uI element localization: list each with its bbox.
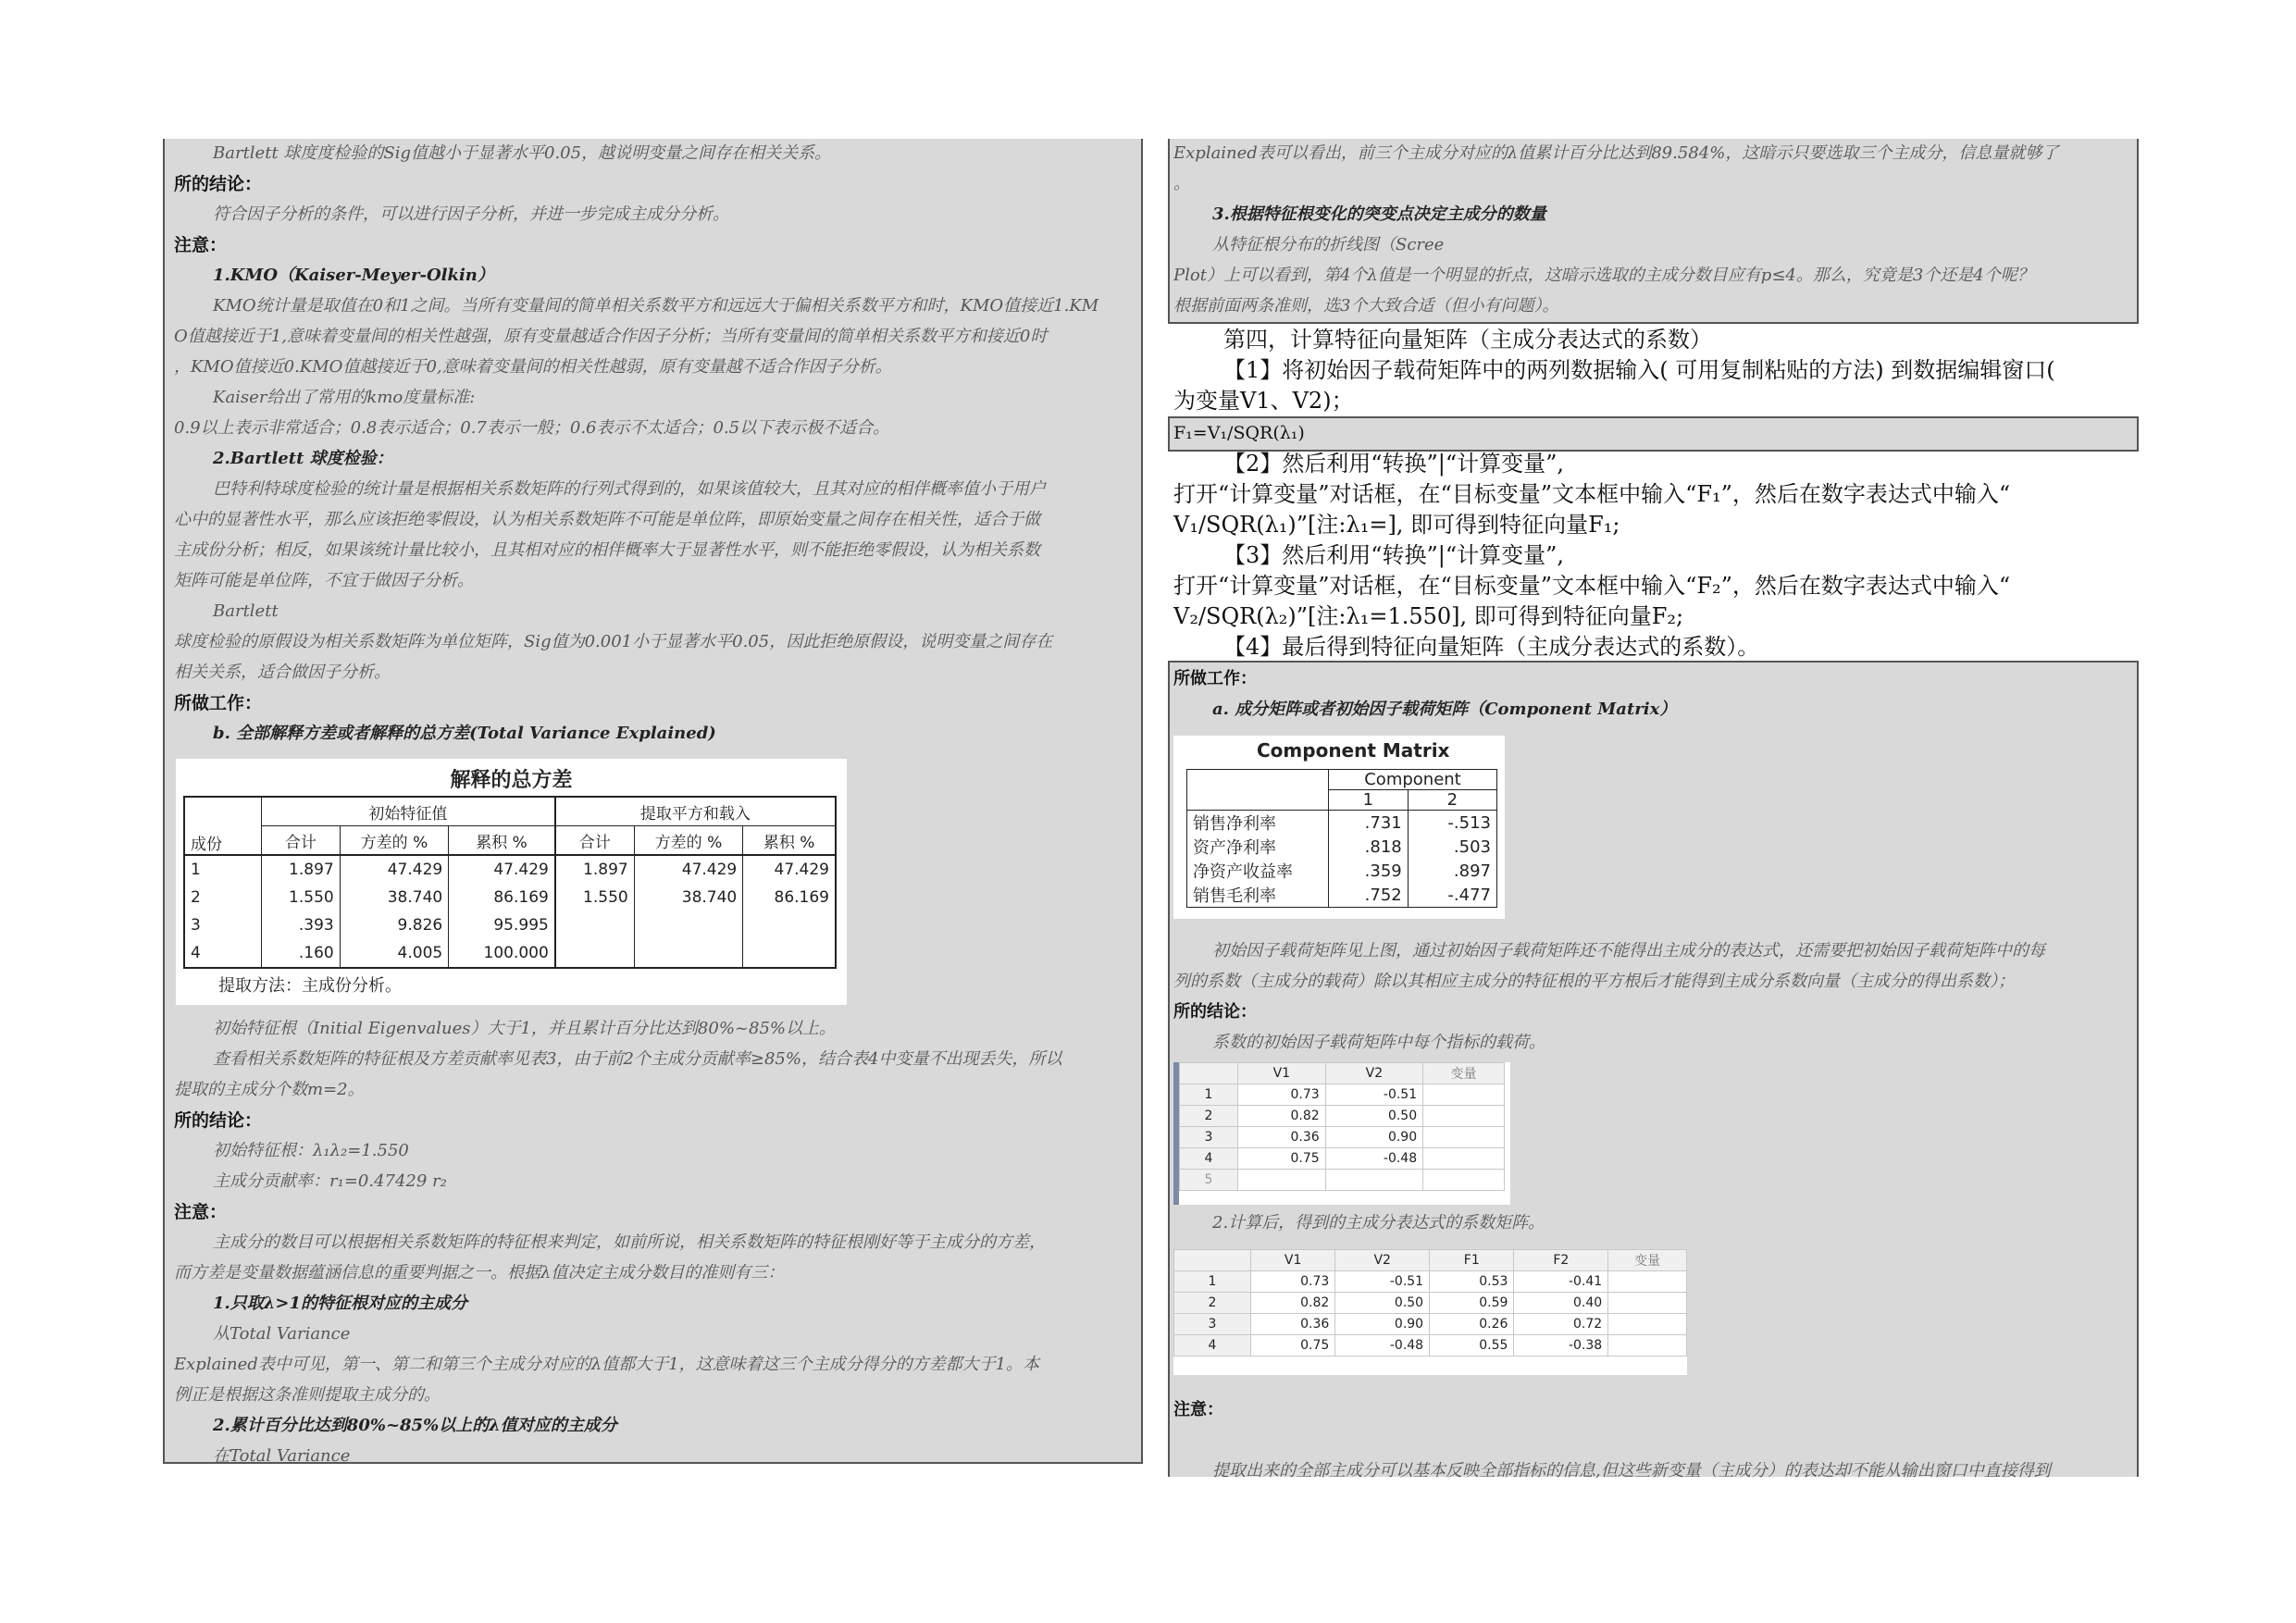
col-header: F2 [1514,1250,1608,1271]
table-row [1180,1148,1505,1170]
text-line: V₂/SQR(λ₂)”[注:λ₁=1.550], 即可得到特征向量F₂; [1173,603,1684,629]
col-header: V2 [1325,1063,1422,1084]
cell: 销售毛利率 [1187,883,1329,908]
text-line: 为变量V1、V2)； [1173,388,1354,414]
cell [634,939,743,968]
cell: .818 [1329,835,1409,859]
cell[interactable]: 0.53 [1430,1271,1514,1293]
cell[interactable]: 0.50 [1325,1106,1422,1127]
cell: 47.429 [634,855,743,884]
table-row [1180,1127,1505,1148]
row-number: 1 [1180,1084,1238,1106]
cell[interactable]: 0.90 [1325,1127,1422,1148]
cell[interactable]: 0.36 [1251,1314,1335,1335]
text-line: 在Total Variance [213,1446,351,1466]
subheading: a. 成分矩阵或者初始因子载荷矩阵（Component Matrix） [1212,700,1677,719]
text-line: 提取的主成分个数m=2。 [174,1080,365,1099]
matrix-group: Component [1329,770,1497,790]
cell[interactable] [1608,1271,1687,1293]
subheading: 3.根据特征根变化的突变点决定主成分的数量 [1212,204,1546,224]
component-matrix [1173,736,1505,919]
row-number: 2 [1174,1293,1251,1314]
text-line: 打开“计算变量”对话框，在“目标变量”文本框中输入“F₂”，然后在数字表达式中输入“ [1173,573,2011,599]
cell: 86.169 [449,884,555,911]
cell[interactable]: 0.73 [1251,1271,1335,1293]
cell[interactable] [1238,1170,1326,1191]
cell: 86.169 [774,888,829,907]
cell[interactable]: 0.50 [1335,1293,1430,1314]
cell[interactable] [1608,1314,1687,1335]
heading: 所的结论： [174,1110,263,1131]
cell: 38.740 [340,884,449,911]
cell[interactable]: -0.48 [1325,1148,1422,1170]
text-line: V₁/SQR(λ₁)”[注:λ₁=], 即可得到特征向量F₁; [1173,512,1620,538]
cell[interactable]: -0.41 [1514,1271,1608,1293]
table-row [1187,835,1497,859]
cell: 47.429 [449,855,555,884]
cell [743,939,836,968]
cell[interactable]: -0.48 [1335,1335,1430,1357]
text-line: 球度检验的原假设为相关系数矩阵为单位矩阵，Sig值为0.001小于显著水平0.05，因此拒绝原假设，说明变量之间存在 [174,632,1053,651]
subheading: 2.Bartlett 球度检验： [213,449,393,468]
table-row [184,939,836,968]
table-title: 解释的总方差 [450,769,573,792]
heading: 注意： [1173,1400,1223,1419]
table-row [1174,1335,1687,1357]
cell[interactable]: 0.75 [1238,1148,1326,1170]
text-line: 提取出来的全部主成分可以基本反映全部指标的信息,但这些新变量（主成分）的表达却不能从输出窗口中直接得到 [1212,1461,2051,1481]
text-line: 矩阵可能是单位阵，不宜于做因子分析。 [174,571,474,590]
cell[interactable]: 0.40 [1514,1293,1608,1314]
text-line: Explained表可以看出，前三个主成分对应的λ值累计百分比达到89.584%，这暗示只要选取三个主成分，信息量就够了 [1173,143,2059,163]
col-pct: 方差的 % [634,826,743,856]
text-line: 主成份分析；相反，如果该统计量比较小，且其相对应的相伴概率大于显著性水平，则不能拒绝零假设，认为相关系数 [174,540,1040,560]
row-number: 3 [1180,1127,1238,1148]
total-variance-table [176,759,847,1005]
table-row [184,855,836,884]
text-line: 查看相关系数矩阵的特征根及方差贡献率见表3，由于前2个主成分贡献率≥85%，结合表4中变量不出现丢失，所以 [213,1049,1062,1069]
cell[interactable]: 0.72 [1514,1314,1608,1335]
text-line: 符合因子分析的条件，可以进行因子分析，并进一步完成主成分分析。 [213,204,729,224]
col-header: F1 [1430,1250,1514,1271]
text-line: 【4】最后得到特征向量矩阵（主成分表达式的系数）。 [1223,634,1760,660]
cell[interactable]: -0.51 [1325,1084,1422,1106]
cell: .160 [262,939,341,968]
text-line: Kaiser给出了常用的kmo度量标准: [213,388,476,407]
table-row [1180,1170,1505,1191]
cell[interactable] [1325,1170,1422,1191]
col-1: 1 [1329,790,1409,811]
text-line: 根据前面两条准则，选3个大致合适（但小有问题）。 [1173,296,1559,316]
col-component: 成份 [184,797,262,855]
cell: 2 [184,884,262,911]
text-line: ，KMO值接近0.KMO值越接近于0,意味着变量间的相关性越弱，原有变量越不适合作因子分析。 [174,357,892,377]
text-line: 【3】然后利用“转换”|“计算变量”, [1223,542,1565,568]
section-heading: 第四，计算特征向量矩阵（主成分表达式的系数） [1223,327,1712,353]
text-line: 从Total Variance [213,1324,351,1344]
cell: 销售净利率 [1187,811,1329,836]
col-header: V1 [1251,1250,1335,1271]
text-line: 心中的显著性水平，那么应该拒绝零假设，认为相关系数矩阵不可能是单位阵，即原始变量之间存在相关性，适合于做 [174,510,1040,529]
text-line: 巴特利特球度检验的统计量是根据相关系数矩阵的行列式得到的，如果该值较大，且其对应的相伴概率值小于用户 [213,479,1046,499]
grid-table [1179,1062,1505,1191]
text-line: 例正是根据这条准则提取主成分的。 [174,1385,441,1405]
subheading: 1.KMO（Kaiser-Meyer-Olkin） [213,266,494,285]
text-line: Plot）上可以看到，第4个λ值是一个明显的折点，这暗示选取的主成分数目应有p≤4。那么，究竟是3个还是4个呢？ [1173,266,2034,285]
cell: -.513 [1447,812,1491,833]
cell[interactable]: -0.51 [1335,1271,1430,1293]
table-row [1187,883,1497,908]
cell: 38.740 [634,884,743,911]
col-total: 合计 [262,826,341,856]
cell [743,911,836,939]
cell: 4 [184,939,262,968]
table-footer: 提取方法：主成份分析。 [218,976,402,996]
cell: 95.995 [449,911,555,939]
col-header: 变量 [1423,1063,1505,1084]
heading: 所的结论： [174,174,263,194]
matrix-table [1186,769,1497,908]
col-header: 变量 [1608,1250,1687,1271]
col-header: V2 [1335,1250,1430,1271]
table-row [1180,1084,1505,1106]
text-line: 打开“计算变量”对话框，在“目标变量”文本框中输入“F₁”，然后在数字表达式中输入“ [1173,481,2011,507]
heading: 注意： [174,1202,228,1222]
cell[interactable]: 0.82 [1238,1106,1326,1127]
text-line: Explained表中可见，第一、第二和第三个主成分对应的λ值都大于1，这意味着这三个主成分得分的方差都大于1。本 [174,1355,1040,1374]
text-line: 【1】将初始因子载荷矩阵中的两列数据输入( 可用复制粘贴的方法) 到数据编辑窗口( [1223,357,2055,383]
table-row [184,911,836,939]
text-line: KMO统计量是取值在0和1之间。当所有变量间的简单相关系数平方和远远大于偏相关系数平方和时，KMO值接近1.KM [213,296,1099,316]
row-number: 4 [1174,1335,1251,1357]
col-header: V1 [1238,1063,1326,1084]
subheading: 2.累计百分比达到80%~85%以上的λ值对应的主成分 [213,1416,617,1435]
cell: 47.429 [774,861,829,879]
cell: 1 [184,855,262,884]
cell: 1.550 [262,884,341,911]
text-line: 【2】然后利用“转换”|“计算变量”, [1223,451,1565,477]
text-line: Bartlett 球度度检验的Sig值越小于显著水平0.05，越说明变量之间存在相关关系。 [213,143,832,163]
col-total: 合计 [555,826,634,856]
cell: .359 [1329,859,1409,883]
table-row [1187,811,1497,836]
cell: 净资产收益率 [1187,859,1329,883]
cell[interactable]: 0.82 [1251,1293,1335,1314]
table-row [184,884,836,911]
data-grid-2 [1173,1249,1687,1375]
table-row [1174,1293,1687,1314]
cell: .393 [262,911,341,939]
cell: 100.000 [449,939,555,968]
text-line: 主成分贡献率：r₁=0.47429 r₂ [213,1171,447,1191]
cell[interactable] [1608,1293,1687,1314]
grid-table [1173,1249,1687,1357]
cell: 资产净利率 [1187,835,1329,859]
cell[interactable] [1423,1084,1505,1106]
text-line: 0.9以上表示非常适合；0.8表示适合；0.7表示一般；0.6表示不太适合；0.5以下表示极不适合。 [174,418,890,438]
cell: .503 [1453,836,1491,857]
cell: .897 [1453,861,1491,881]
text-line: O值越接近于1,意味着变量间的相关性越强，原有变量越适合作因子分析；当所有变量间的简单相关系数平方和接近0时 [174,327,1048,346]
matrix-title: Component Matrix [1257,739,1450,762]
text-line: 主成分的数目可以根据相关系数矩阵的特征根来判定，如前所说，相关系数矩阵的特征根刚好等于主成分的方差， [213,1233,1046,1252]
variance-table [183,796,837,969]
table-row [1187,859,1497,883]
cell[interactable] [1423,1148,1505,1170]
cell[interactable] [1423,1127,1505,1148]
cell: .752 [1329,883,1409,908]
cell: 9.826 [340,911,449,939]
cell [555,939,634,968]
group-initial: 初始特征值 [262,797,555,826]
data-grid-1 [1173,1062,1510,1205]
row-number: 1 [1174,1271,1251,1293]
cell: 3 [184,911,262,939]
text-line: 列的系数（主成分的载荷）除以其相应主成分的特征根的平方根后才能得到主成分系数向量（主成分的得出系数）； [1173,972,2015,991]
text-line: Bartlett [213,601,279,621]
subheading: b. 全部解释方差或者解释的总方差(Total Variance Explained) [213,724,716,743]
text-line: 2.计算后，得到的主成分表达式的系数矩阵。 [1212,1213,1545,1233]
row-number: 5 [1180,1170,1238,1191]
cell: -.477 [1447,885,1491,905]
text-line: 。 [1173,174,1190,193]
cell: 47.429 [340,855,449,884]
cell: 1.550 [555,884,634,911]
text-line: 相关关系，适合做因子分析。 [174,663,391,682]
heading: 注意： [174,235,228,255]
col-2: 2 [1446,790,1458,810]
cell[interactable]: -0.38 [1514,1335,1608,1357]
table-row [1174,1271,1687,1293]
heading: 所做工作： [1173,669,1257,688]
text-line: 而方差是变量数据蕴涵信息的重要判据之一。根据λ值决定主成分数目的准则有三： [174,1263,785,1282]
subheading: 1.只取λ>1的特征根对应的主成分 [213,1294,468,1313]
cell: .731 [1329,811,1409,836]
heading: 所的结论： [1173,1002,1257,1022]
cell[interactable]: 0.59 [1430,1293,1514,1314]
formula: F₁=V₁/SQR(λ₁) [1173,423,1305,443]
cell[interactable] [1423,1170,1505,1191]
text-line: 系数的初始因子载荷矩阵中每个指标的载荷。 [1212,1033,1545,1052]
cell[interactable]: 0.75 [1251,1335,1335,1357]
table-row [1180,1106,1505,1127]
text-line: 从特征根分布的折线图（Scree [1212,235,1445,254]
cell: 4.005 [340,939,449,968]
cell[interactable]: 0.36 [1238,1127,1326,1148]
text-line: 初始特征根（Initial Eigenvalues）大于1，并且累计百分比达到80%~85%以上。 [213,1019,837,1038]
col-cum: 累积 % [763,833,815,852]
col-pct: 方差的 % [340,826,449,856]
cell[interactable]: 0.26 [1430,1314,1514,1335]
row-number: 3 [1174,1314,1251,1335]
row-number: 4 [1180,1148,1238,1170]
cell[interactable]: 0.90 [1335,1314,1430,1335]
cell[interactable] [1608,1335,1687,1357]
row-number: 2 [1180,1106,1238,1127]
table-row [1174,1314,1687,1335]
text-line: 初始特征根：λ₁λ₂=1.550 [213,1141,409,1160]
col-cum: 累积 % [449,826,555,856]
heading: 所做工作： [174,693,263,713]
group-extraction: 提取平方和载入 [555,797,836,826]
cell [634,911,743,939]
cell [555,911,634,939]
cell[interactable] [1423,1106,1505,1127]
cell[interactable]: 0.73 [1238,1084,1326,1106]
cell: 1.897 [262,855,341,884]
cell[interactable]: 0.55 [1430,1335,1514,1357]
text-line: 初始因子载荷矩阵见上图，通过初始因子载荷矩阵还不能得出主成分的表达式，还需要把初始因子载荷矩阵中的每 [1212,941,2045,960]
cell: 1.897 [555,855,634,884]
